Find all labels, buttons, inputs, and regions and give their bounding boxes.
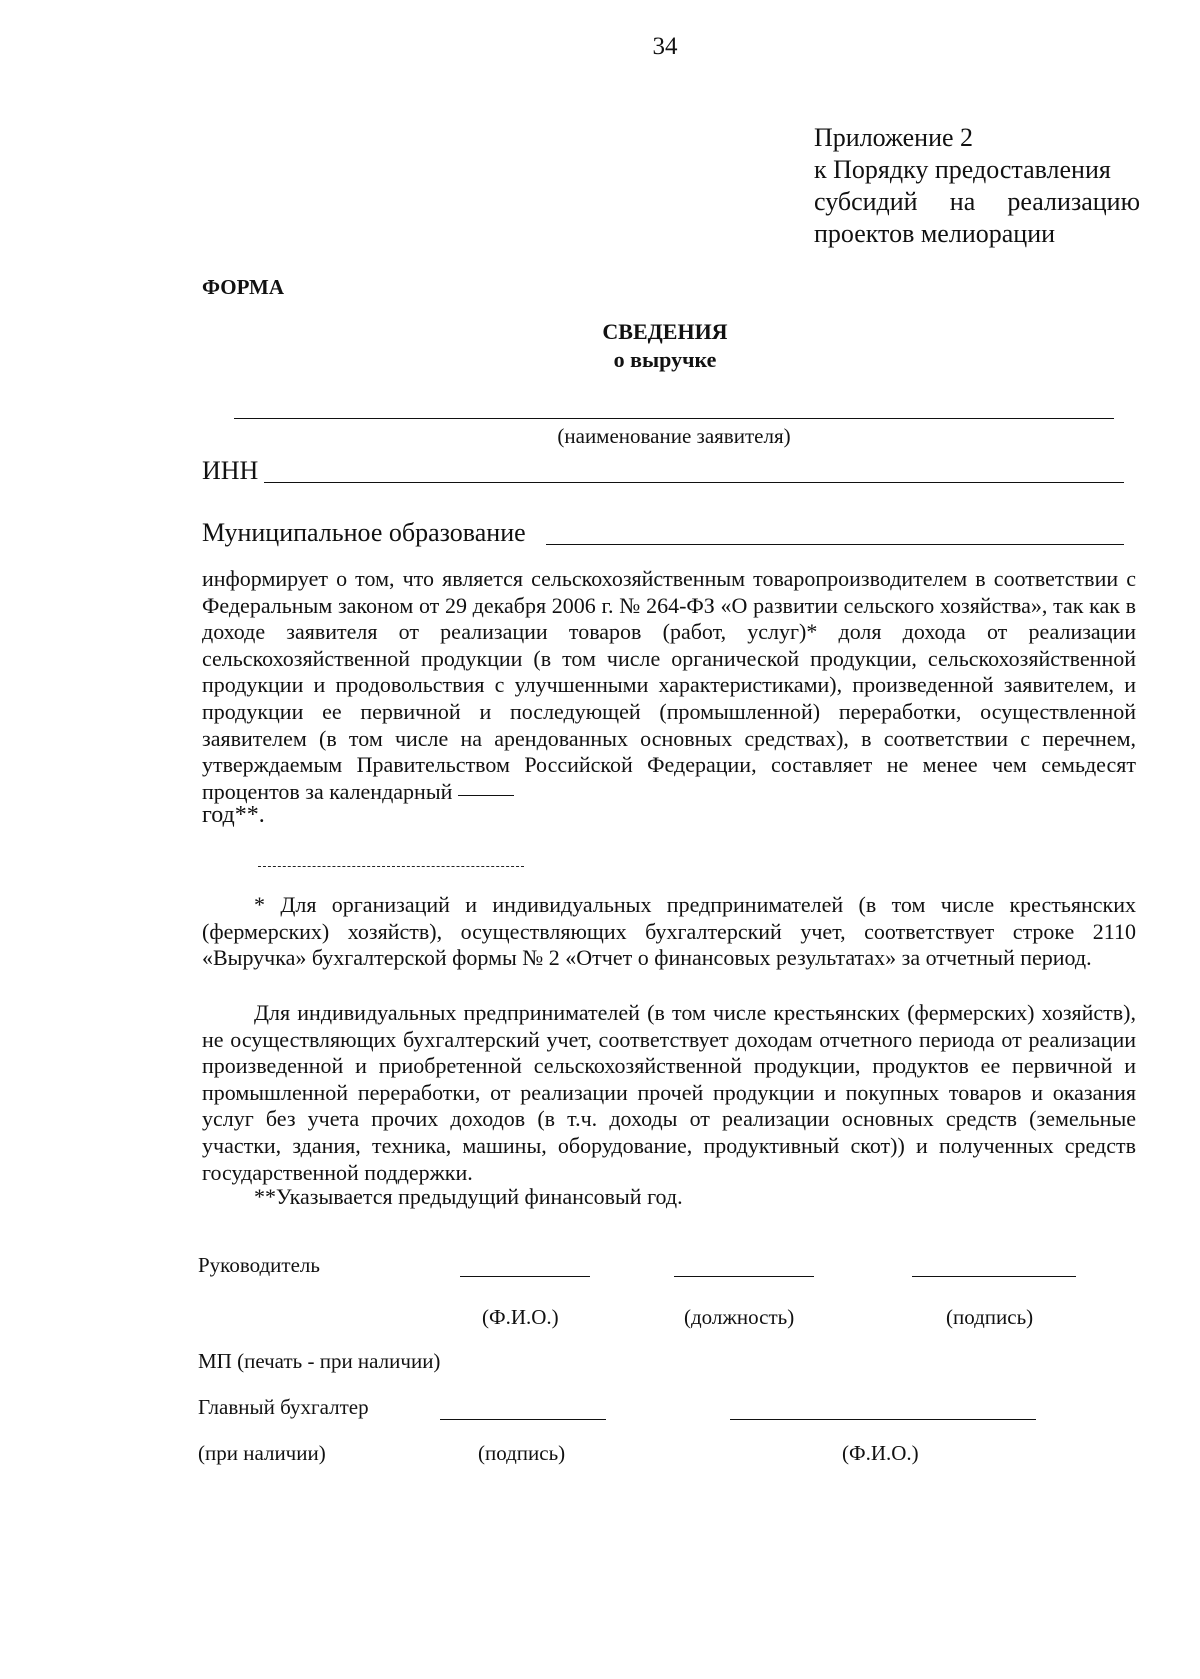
- accountant-signature-caption: (подпись): [478, 1441, 566, 1465]
- main-paragraph-end: год**.: [202, 802, 265, 828]
- form-label: ФОРМА: [202, 275, 285, 299]
- footnote-separator: [258, 866, 524, 867]
- if-any-caption: (при наличии): [198, 1441, 326, 1465]
- chief-accountant-label: Главный бухгалтер: [198, 1395, 369, 1419]
- accountant-fio-line[interactable]: [730, 1419, 1036, 1420]
- head-signature-line[interactable]: [912, 1276, 1076, 1277]
- applicant-name-hint: (наименование заявителя): [557, 424, 791, 448]
- appendix-line-4: проектов мелиорации: [814, 219, 1056, 248]
- appendix-block: [814, 122, 1140, 250]
- main-paragraph: [202, 566, 1136, 805]
- inn-label: ИНН: [202, 456, 259, 485]
- document-title: [400, 318, 930, 374]
- head-signature-caption: (подпись): [946, 1305, 1034, 1329]
- footnote-3: **Указывается предыдущий финансовый год.: [254, 1184, 683, 1209]
- inn-line[interactable]: [264, 482, 1124, 483]
- footnote-1: * Для организаций и индивидуальных предпринимателей (в том числе крестьянских (фермерских) хозяйств), осуществляющих бухгалтерский учет, соответствует строке 2110 «Выручка» бухгалтерской формы № 2 «Отчет о финансовых результатах» за отчетный период.: [202, 892, 1136, 971]
- head-position-line[interactable]: [674, 1276, 814, 1277]
- appendix-line-1: Приложение 2: [814, 123, 974, 152]
- municipality-line[interactable]: [546, 544, 1124, 545]
- accountant-signature-line[interactable]: [440, 1419, 606, 1420]
- page-number: 34: [652, 33, 678, 60]
- title-main: СВЕДЕНИЯ: [602, 319, 728, 344]
- head-position-caption: (должность): [684, 1305, 795, 1329]
- title-sub: о выручке: [613, 347, 717, 372]
- appendix-line-2: к Порядку предоставления: [814, 155, 1111, 184]
- head-fio-caption: (Ф.И.О.): [482, 1305, 559, 1329]
- municipality-label: Муниципальное образование: [202, 518, 526, 547]
- accountant-fio-caption: (Ф.И.О.): [842, 1441, 919, 1465]
- main-paragraph-text: информирует о том, что является сельскохозяйственным товаропроизводителем в соответствии с Федеральным законом от 29 декабря 2006 г. № 264-ФЗ «О развитии сельского хозяйства», так как в доходе заявителя от реализации товаров (работ, услуг)* доля дохода от реализации сельскохозяйственной продукции (в том числе органической продукции, сельскохозяйственной продукции и продовольствия с улучшенными характеристиками), произведенной заявителем, и продукции ее первичной и последующей (промышленной) переработки, осуществленной заявителем (в том числе на арендованных основных средствах), в соответствии с перечнем, утверждаемым Правительством Российской Федерации, составляет не менее чем семьдесят процентов за календарный: [202, 566, 1136, 804]
- appendix-line-3: субсидий на реализацию: [814, 187, 1140, 216]
- stamp-label: МП (печать - при наличии): [198, 1349, 441, 1373]
- footnote-2: Для индивидуальных предпринимателей (в том числе крестьянских (фермерских) хозяйств), не осуществляющих бухгалтерский учет, соответствует доходам отчетного периода от реализации произведенной и приобретенной сельскохозяйственной продукции, продуктов ее первичной и промышленной переработки, от реализации прочей продукции и покупных товаров и оказания услуг без учета прочих доходов (в т.ч. доходы от реализации основных средств (земельные участки, здания, техника, машины, оборудование, продуктивный скот)) и полученных средств государственной поддержки.: [202, 1000, 1136, 1185]
- applicant-name-line[interactable]: [234, 418, 1114, 419]
- head-fio-line[interactable]: [460, 1276, 590, 1277]
- head-label: Руководитель: [198, 1253, 320, 1277]
- year-blank-line[interactable]: [458, 795, 514, 796]
